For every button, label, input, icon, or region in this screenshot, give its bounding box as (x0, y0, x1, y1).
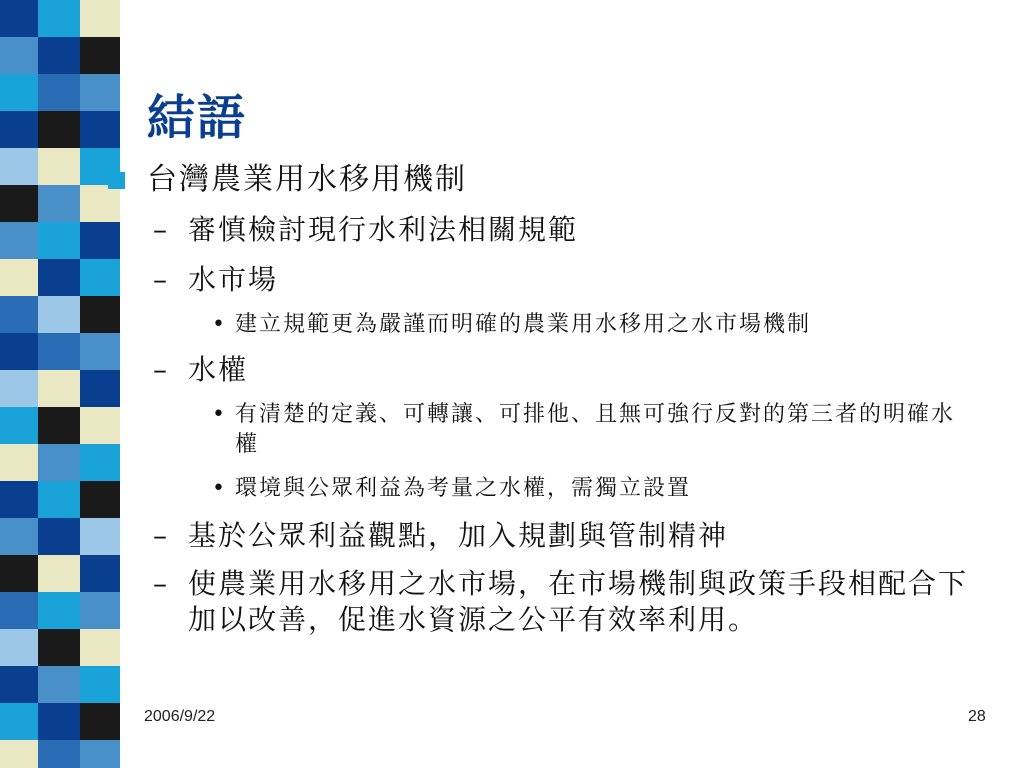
dot-bullet: • (212, 312, 225, 337)
square-bullet-icon (108, 172, 125, 189)
dot-bullet: • (212, 476, 225, 501)
dash-bullet: – (153, 213, 167, 246)
sub-sub-item-text: 環境與公眾利益為考量之水權，需獨立設置 (235, 476, 692, 501)
dash-bullet: – (153, 567, 167, 600)
footer-date: 2006/9/22 (144, 708, 216, 725)
sub-item-text: 審慎檢討現行水利法相關規範 (188, 213, 579, 246)
dash-bullet: – (153, 353, 167, 386)
dot-bullet: • (212, 402, 225, 427)
sub-sub-item-text: 有清楚的定義、可轉讓、可排他、且無可強行反對的第三者的明確水權 (235, 402, 956, 457)
sub-item-text: 使農業用水移用之水市場，在市場機制與政策手段相配合下加以改善，促進水資源之公平有效率利用。 (188, 567, 969, 636)
dash-bullet: – (153, 519, 167, 552)
sub-sub-item-text: 建立規範更為嚴謹而明確的農業用水移用之水市場機制 (235, 312, 812, 337)
main-bullet-text: 台灣農業用水移用機制 (147, 162, 467, 197)
sub-item-text: 基於公眾利益觀點，加入規劃與管制精神 (188, 519, 729, 552)
page-number: 28 (968, 708, 986, 725)
dash-bullet: – (153, 263, 167, 296)
slide-title: 結語 (147, 90, 248, 146)
sub-item-text: 水市場 (188, 263, 279, 296)
sub-item-text: 水權 (188, 353, 249, 386)
